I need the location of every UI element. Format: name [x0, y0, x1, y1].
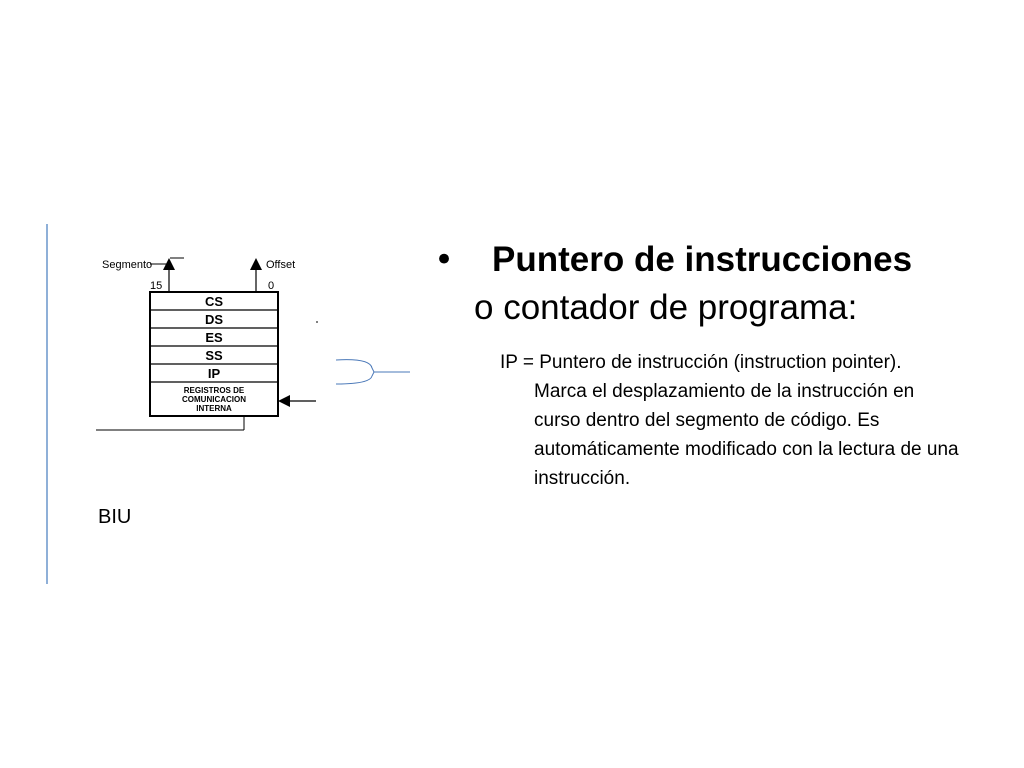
ip-definition: IP = Puntero de instrucción (instruction pointer).: [500, 352, 902, 373]
ip-description: Marca el desplazamiento de la instrucción en curso dentro del segmento de código. Es automáticamente modificado con la lectura de una instrucción.: [534, 381, 959, 489]
register-es: ES: [205, 330, 223, 345]
offset-arrow-head: [250, 258, 262, 270]
brace-connector: [336, 360, 410, 384]
internal-block-line-1: REGISTROS DE: [183, 386, 245, 395]
register-ds: DS: [204, 312, 224, 327]
body-text: [474, 348, 964, 493]
internal-block-line-3: INTERNA: [196, 404, 232, 413]
internal-block-line-2: COMUNICACION: [182, 395, 246, 404]
biu-label: BIU: [98, 506, 132, 528]
slide-content: [434, 236, 974, 493]
biu-register-diagram: [92, 248, 422, 438]
bullet-item: [434, 236, 974, 332]
register-ss: SS: [205, 348, 223, 363]
bullet-text: [474, 236, 974, 332]
segment-label: Segmento: [102, 259, 153, 271]
slide-title: Puntero de instrucciones: [492, 240, 913, 279]
vertical-divider: [46, 224, 48, 584]
register-ip: IP: [207, 366, 221, 381]
offset-label: Offset: [266, 259, 296, 271]
register-cs: CS: [204, 294, 224, 309]
slide-subtitle: o contador de programa:: [474, 288, 858, 327]
bit-high-label: 15: [150, 280, 163, 292]
bit-low-label: 0: [268, 280, 275, 292]
input-arrow-head: [278, 395, 290, 407]
bullet-dot: •: [434, 240, 455, 280]
